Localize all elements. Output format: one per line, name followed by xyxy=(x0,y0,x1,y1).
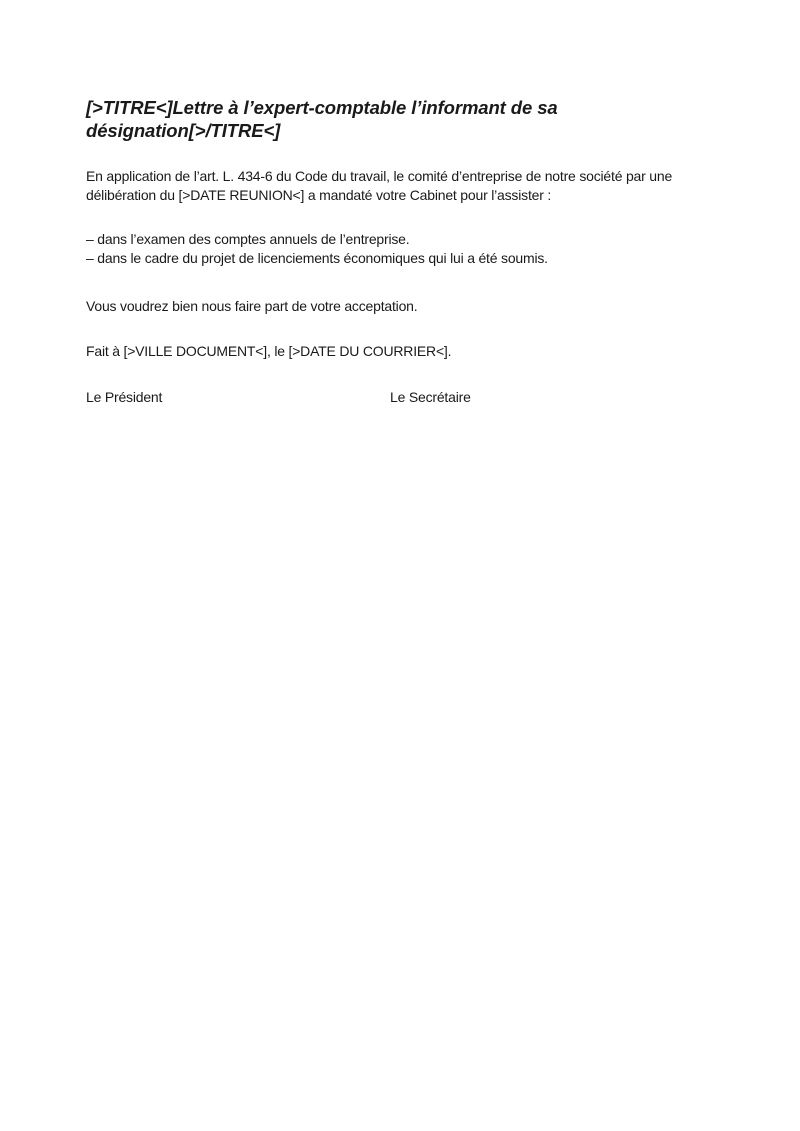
list-item: – dans l’examen des comptes annuels de l’entreprise. xyxy=(86,231,410,247)
signature-secretary: Le Secrétaire xyxy=(390,389,471,405)
document-title: [>TITRE<]Lettre à l’expert-comptable l’informant de sa désignation[>/TITRE<] xyxy=(86,97,558,141)
intro-paragraph: En application de l’art. L. 434-6 du Code du travail, le comité d’entreprise de notre société par une délibération du [>DATE REUNION<] a mandaté votre Cabinet pour l’assister : xyxy=(86,168,673,203)
acceptance-paragraph: Vous voudrez bien nous faire part de votre acceptation. xyxy=(86,298,418,314)
bullet-list xyxy=(86,230,726,268)
signature-president: Le Président xyxy=(86,389,163,405)
place-date-line: Fait à [>VILLE DOCUMENT<], le [>DATE DU COURRIER<]. xyxy=(86,343,452,359)
list-item: – dans le cadre du projet de licenciements économiques qui lui a été soumis. xyxy=(86,250,548,266)
